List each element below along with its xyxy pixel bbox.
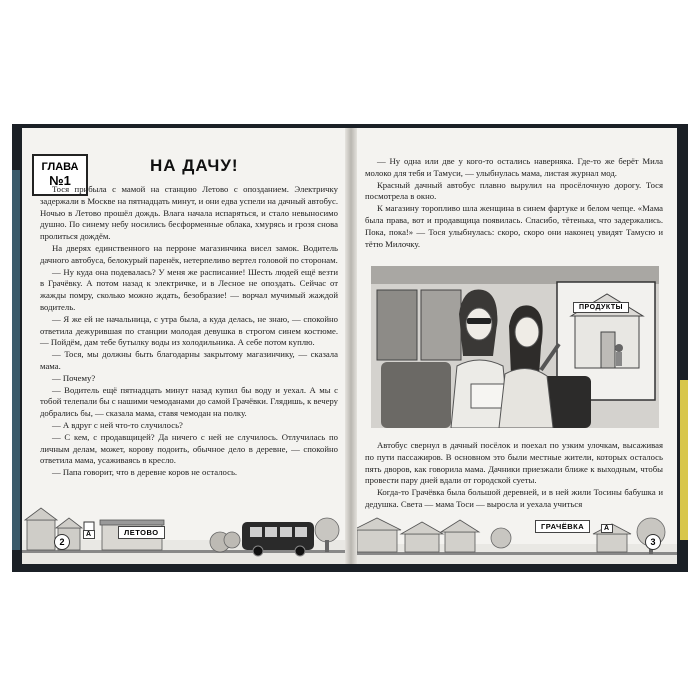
right-bottom-illustration <box>351 516 677 564</box>
paragraph: — Папа говорит, что в деревне коров не осталось. <box>52 467 238 478</box>
cover-edge-accent-yellow <box>680 380 688 540</box>
right-body-text-top <box>365 156 663 250</box>
chapter-label: ГЛАВА <box>41 161 79 173</box>
paragraph: — Ну одна или две у кого-то остались наверняка. Где-то же берёт Мила молоко для тебя и Тамуси, — улыбнулась мама, листая журнал мод. <box>365 156 663 178</box>
paragraph: — А вдруг с ней что-то случилось? <box>52 419 183 430</box>
bus-stop-sign: А <box>83 530 95 539</box>
paragraph: К магазину торопливо шла женщина в синем фартуке и белом чепце. «Мама была права, вот и продавщица появилась. Спасибо, тётенька, что задержались. Пока, пока!» — Тося улыбнулась: скоро, скоро они наконец увидят Тамусю и тётю Милочку. <box>365 203 663 249</box>
paragraph: — Ну куда она подевалась? У меня же расписание! Шесть людей ещё везти в Грачёвку. А потом назад к электричке, и в Лесное не опоздать. Сейчас от жажды помру, сколько можно ждать, безобразие! — ворчал мучимый жаждой водитель. <box>40 266 338 312</box>
paragraph: — Я же ей не начальница, с утра была, а куда делась, не знаю, — спокойно ответила дежурившая по станции молодая девушка в строгом синем костюме. — Пойдём, дам тебе бутылку воды из холодильника. А себе потом куплю. <box>40 313 338 348</box>
book-gutter <box>345 128 357 564</box>
right-body-text-bottom <box>365 440 663 511</box>
paragraph: Автобус свернул в дачный посёлок и поехал по узким улочкам, высаживая по пути пассажиров. В основном это были местные жители, которых осталось пять дворов, как говорила мама. Дачники приезжали ближе к выходным, чтобы провести пару дней вдали от городской суеты. <box>365 440 663 486</box>
station-sign-letovo: ЛЕТОВО <box>118 526 165 539</box>
chapter-number: №1 <box>49 173 71 188</box>
paragraph: Когда-то Грачёвка была большой деревней, и в ней жили Тосины бабушка и дедушка. Света — мама Тоси — выросла и уехала учиться <box>365 487 663 509</box>
paragraph: — С кем, с продавщицей? Да ничего с ней не случилось. Отлучилась по личным делам, может, корову подоить, обычное дело в деревне, — спокойно ответила мама, усаживаясь в кресло. <box>40 431 338 466</box>
page-number: 2 <box>54 534 70 550</box>
left-bottom-illustration <box>22 500 349 564</box>
paragraph: — Тося, мы должны быть благодарны закрытому магазинчику, — сказала мама. <box>40 349 338 371</box>
shop-sign-produkty: ПРОДУКТЫ <box>573 302 629 313</box>
cover-edge-accent <box>12 170 20 550</box>
left-body-text <box>40 184 338 479</box>
page-number: 3 <box>645 534 661 550</box>
paragraph: На дверях единственного на перроне магазинчика висел замок. Водитель дачного автобуса, белокурый паренёк, нетерпеливо вертел головой по сторонам. <box>40 242 338 265</box>
chapter-title: НА ДАЧУ! <box>150 156 239 175</box>
village-sign-grachevka: ГРАЧЁВКА <box>535 520 590 533</box>
bus-interior-illustration <box>371 266 659 428</box>
right-page <box>351 128 677 564</box>
left-page <box>22 128 349 564</box>
bus-stop-sign: А <box>601 524 613 533</box>
paragraph: — Почему? <box>52 372 96 383</box>
paragraph: — Водитель ещё пятнадцать минут назад купил бы воду и уехал. А мы с тобой телепали бы с нашими чемоданами до самой Грачёвки. Глядишь, к вечеру добрались бы, — сказала мама, ставя чемодан на полку. <box>40 384 338 419</box>
paragraph: Тося прибыла с мамой на станцию Летово с опозданием. Электричку задержали в Москве на пятнадцать минут, и они едва успели на дачный автобус. Ночью в Летово прошёл дождь. Влага начала испаряться, и стало невыносимо душно. По синему небу носились бесформенные облака, хмурясь и грозя снова пролиться дождём. <box>40 184 338 242</box>
paragraph: Красный дачный автобус плавно вырулил на просёлочную дорогу. Тося посмотрела в окно. <box>365 179 663 202</box>
